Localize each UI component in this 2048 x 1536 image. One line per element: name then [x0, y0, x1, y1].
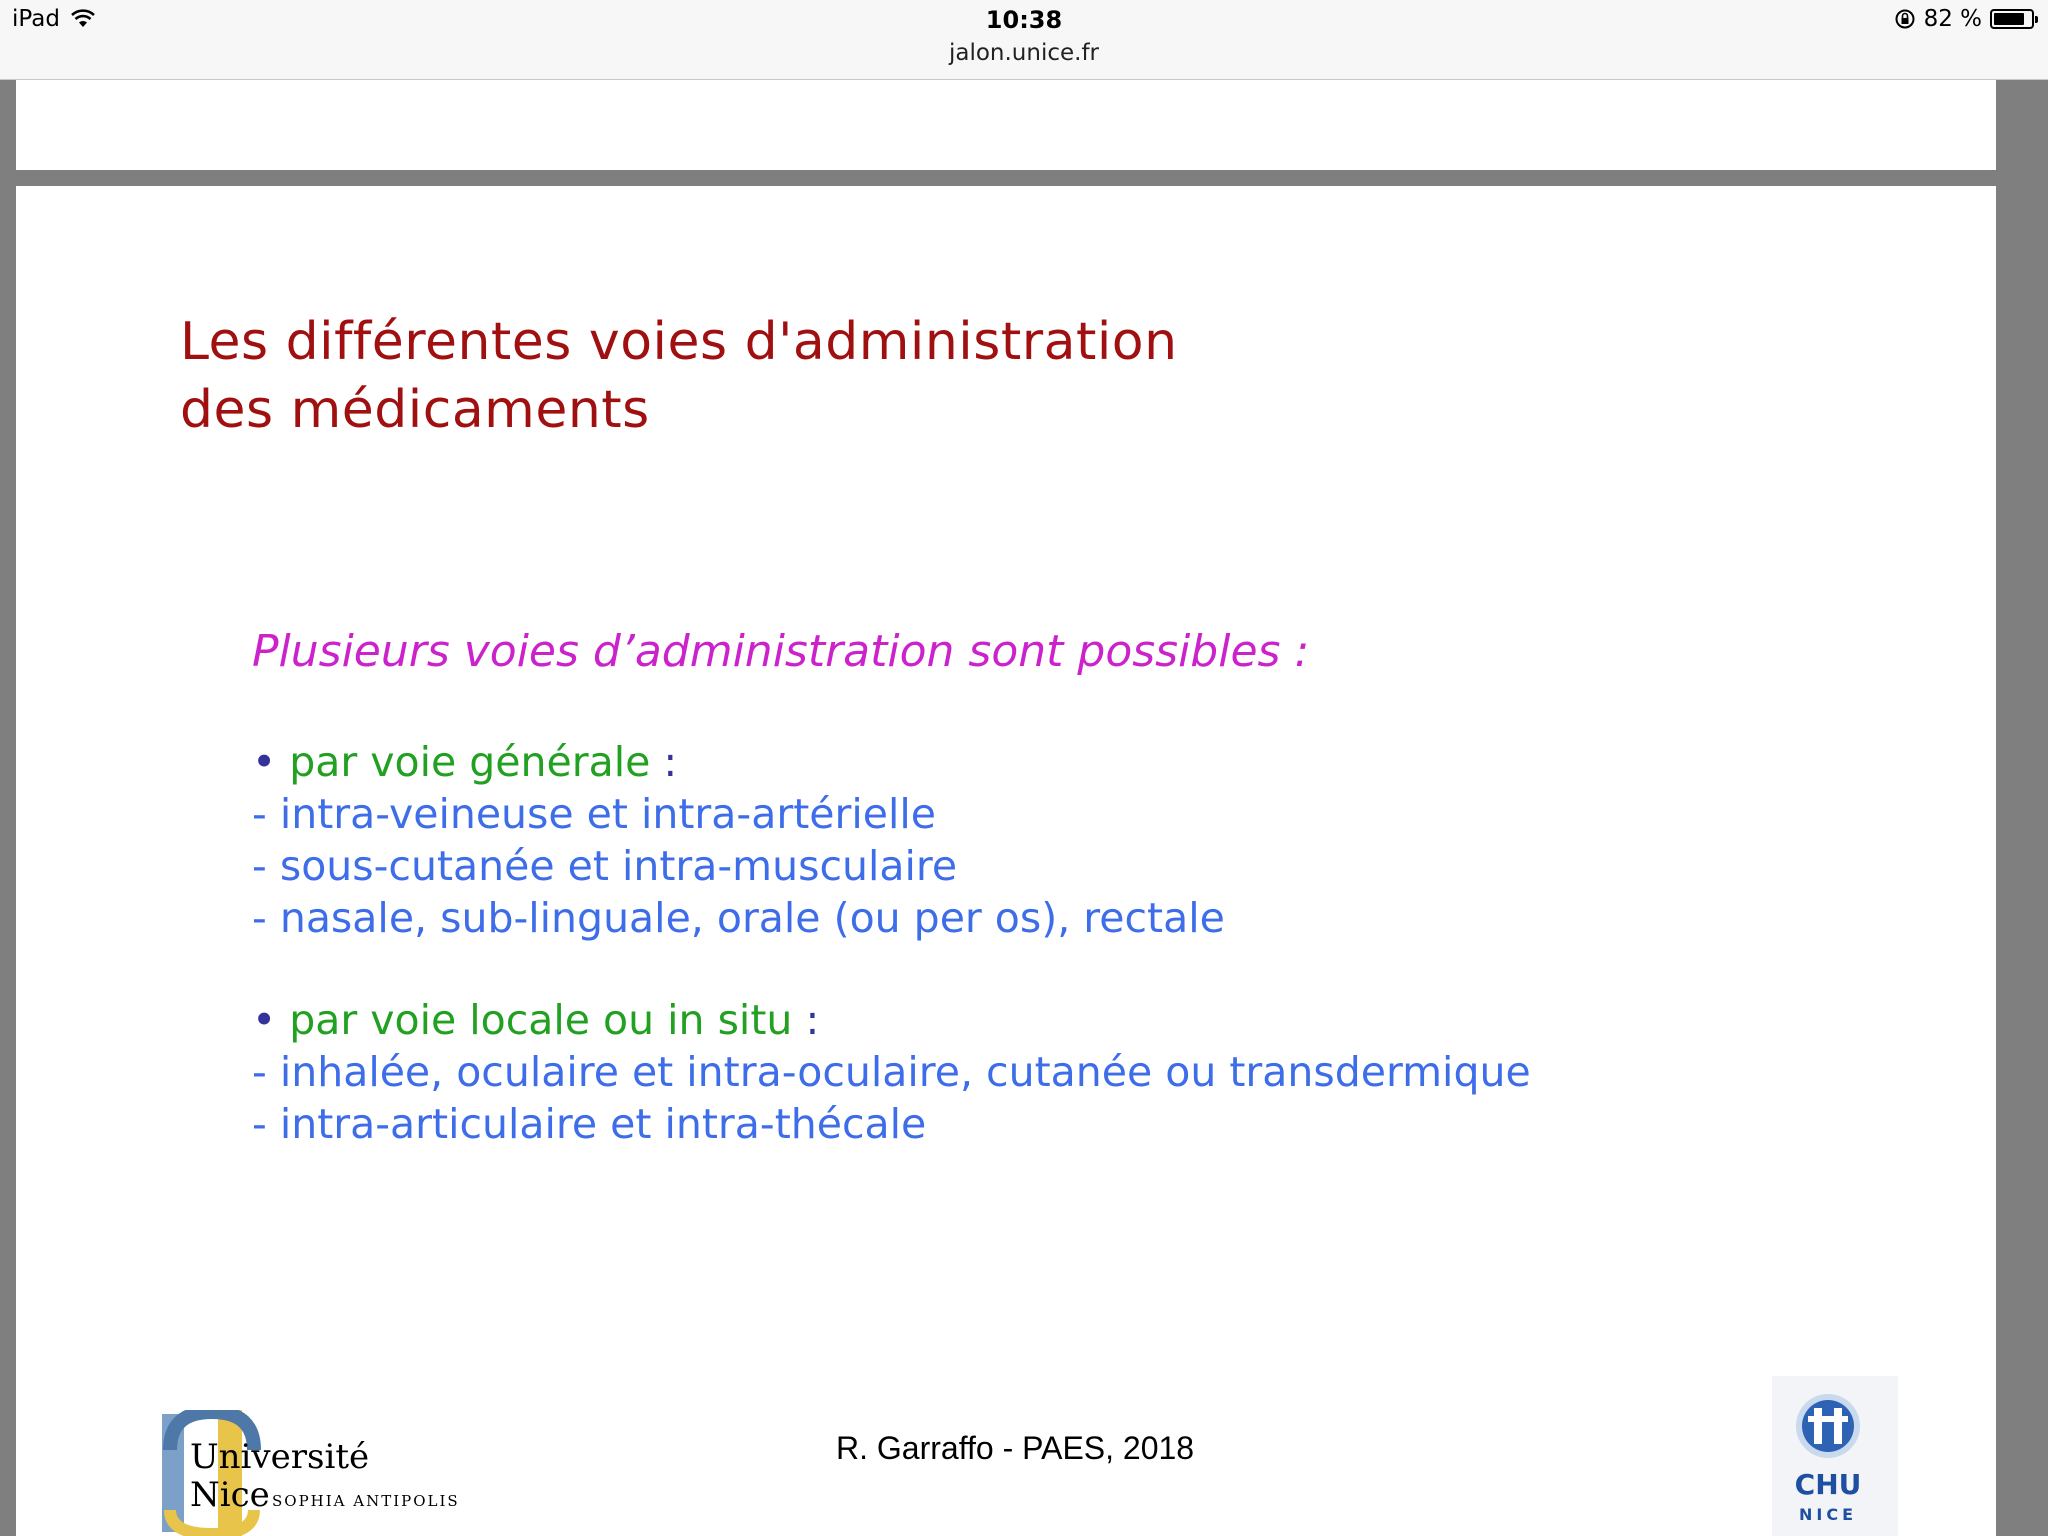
- list-item: - inhalée, oculaire et intra-oculaire, cutanée ou transdermique: [252, 1048, 1531, 1096]
- section-heading: [252, 736, 1225, 788]
- bullet-icon: •: [252, 738, 277, 786]
- slide: [16, 186, 1996, 1536]
- orientation-lock-icon: [1894, 8, 1916, 30]
- battery-percent: 82 %: [1923, 6, 1982, 32]
- list-item: - sous-cutanée et intra-musculaire: [252, 842, 958, 890]
- logo-text-chu-nice: NICE: [1798, 1505, 1858, 1524]
- right-scroll-gutter: [2000, 80, 2048, 1536]
- slide-footer: R. Garraffo - PAES, 2018: [836, 1430, 1195, 1466]
- slide-title-line1: Les différentes voies d'administration: [180, 312, 1178, 372]
- battery-fill: [1994, 13, 2024, 25]
- section-heading-colon: :: [663, 738, 678, 786]
- status-right: [1894, 6, 2034, 32]
- logo-text-universite: Université: [190, 1437, 370, 1477]
- section-heading-text: par voie générale: [289, 738, 651, 786]
- battery-icon: [1990, 9, 2034, 29]
- bullet-icon: •: [252, 996, 277, 1044]
- list-item: - intra-articulaire et intra-thécale: [252, 1100, 927, 1148]
- list-item: - intra-veineuse et intra-artérielle: [252, 790, 936, 838]
- slide-intro: Plusieurs voies d’administration sont possibles :: [252, 626, 1310, 677]
- previous-slide: [16, 80, 1996, 170]
- university-nice-logo: [162, 1410, 492, 1536]
- section-heading: [252, 994, 1531, 1046]
- status-time: 10:38: [985, 6, 1063, 34]
- section-local: [252, 994, 1531, 1150]
- section-general: [252, 736, 1225, 944]
- device-label: iPad: [12, 6, 60, 32]
- logo-text-chu: CHU: [1794, 1468, 1862, 1501]
- section-heading-text: par voie locale ou in situ: [289, 996, 793, 1044]
- logo-text-nice: Nice: [190, 1475, 270, 1515]
- status-bar: [0, 0, 2048, 80]
- section-heading-colon: :: [805, 996, 820, 1044]
- list-item: - nasale, sub-linguale, orale (ou per os), rectale: [252, 894, 1225, 942]
- address-bar-url[interactable]: jalon.unice.fr: [948, 40, 1100, 66]
- slide-title-line2: des médicaments: [180, 380, 650, 440]
- slide-title: [180, 308, 1178, 444]
- logo-text-sophia: SOPHIA ANTIPOLIS: [272, 1492, 460, 1510]
- chu-nice-logo: [1772, 1376, 1898, 1536]
